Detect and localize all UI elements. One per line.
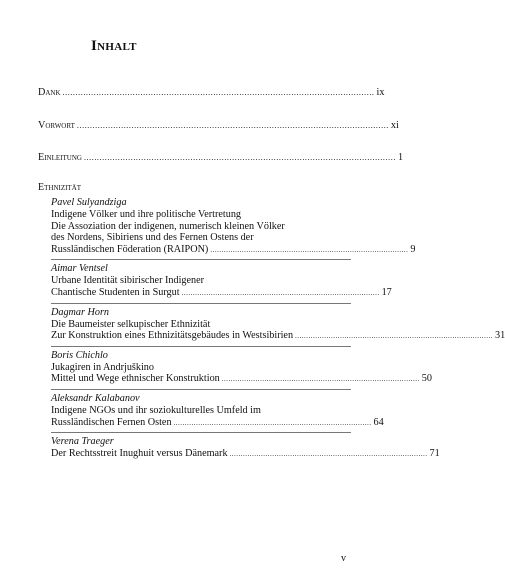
entry-title-last-line [51,448,440,461]
entry-title-last-line [51,373,432,386]
entry-author: Aleksandr Kalabanov [51,392,140,404]
toc-entry[interactable] [51,436,440,461]
entry-title-last-line [51,330,505,343]
entry-author: Dagmar Horn [51,306,110,318]
entry-title-line: Der Rechtsstreit Inughuit versus Dänemark [51,448,228,460]
entry-title-last-line [51,243,416,257]
toc-label: Dank [38,87,61,98]
entry-title-line: Die Assoziation der indigenen, numerisch kleinen Völker [51,220,285,232]
entry-page-number: 71 [429,448,440,460]
entry-title-line: Indigene Völker und ihre politische Vertretung [51,209,242,220]
toc-page-number: ix [376,87,385,98]
entry-page-number: 50 [421,373,432,385]
toc-entries [51,197,505,461]
entry-title-line: Die Baumeister selkupischer Ethnizität [51,318,211,330]
dot-leader: ........................................................................................................................ [62,88,375,97]
entry-title-line: Zur Konstruktion eines Ethnizitätsgebäudes in Westsibirien [51,330,294,342]
entry-title-line: Russländischen Föderation (RAIPON) [51,243,209,255]
toc-label: Einleitung [38,152,82,163]
toc-entry[interactable] [51,349,432,386]
entry-divider [51,259,351,260]
entry-title-last-line [51,416,384,430]
entry-page-number: 17 [381,286,392,298]
toc-entry[interactable] [51,306,505,343]
dot-leader: ........................................................................................ [221,375,420,384]
toc-entry[interactable] [51,392,384,429]
dot-leader: ........................................................................................................................ [83,153,396,162]
entry-divider [51,303,351,304]
entry-title-line: Mittel und Wege ethnischer Konstruktion [51,373,220,385]
entry-author: Pavel Sulyandziga [51,197,127,208]
dot-leader: ........................................................................................ [295,332,494,341]
toc-entry[interactable] [51,263,392,299]
entry-page-number: 64 [373,416,384,428]
dot-leader: ........................................................................................ [181,288,380,297]
toc-page-number: xi [390,120,399,131]
entry-divider [51,346,351,347]
entry-title-line: des Nordens, Sibiriens und des Fernen Ostens der [51,232,254,244]
entry-page-number: 31 [495,330,505,342]
dot-leader: ........................................................................................ [229,450,428,459]
toc-page-number: 1 [397,152,404,163]
entry-author: Boris Chichlo [51,349,108,361]
dot-leader: ........................................................................................................................ [76,121,389,130]
toc-row-vorwort[interactable] [38,120,399,132]
entry-title-line: Chantische Studenten in Surgut [51,286,180,298]
dot-leader: ........................................................................................ [173,418,372,427]
entry-divider [51,432,351,433]
entry-author: Verena Traeger [51,436,114,448]
entry-author: Aimar Ventsel [51,263,108,275]
entry-page-number: 9 [410,243,416,255]
entry-title-line: Indigene NGOs und ihr soziokulturelles Umfeld im [51,404,261,416]
toc-entry[interactable] [51,197,416,256]
dot-leader: ........................................................................................ [210,245,409,254]
entry-title-last-line [51,286,392,300]
section-heading: Ethnizität [38,182,82,193]
toc-row-einleitung[interactable] [38,152,404,164]
folio-page-number: v [341,553,346,564]
page-title: Inhalt [91,38,137,54]
entry-divider [51,389,351,390]
entry-title-line: Urbane Identität sibirischer Indigener [51,275,205,287]
entry-title-line: Russländischen Fernen Osten [51,416,172,428]
entry-title-line: Jukagiren in Andrjuškino [51,361,154,373]
toc-label: Vorwort [38,120,75,131]
toc-row-dank[interactable] [38,87,385,99]
